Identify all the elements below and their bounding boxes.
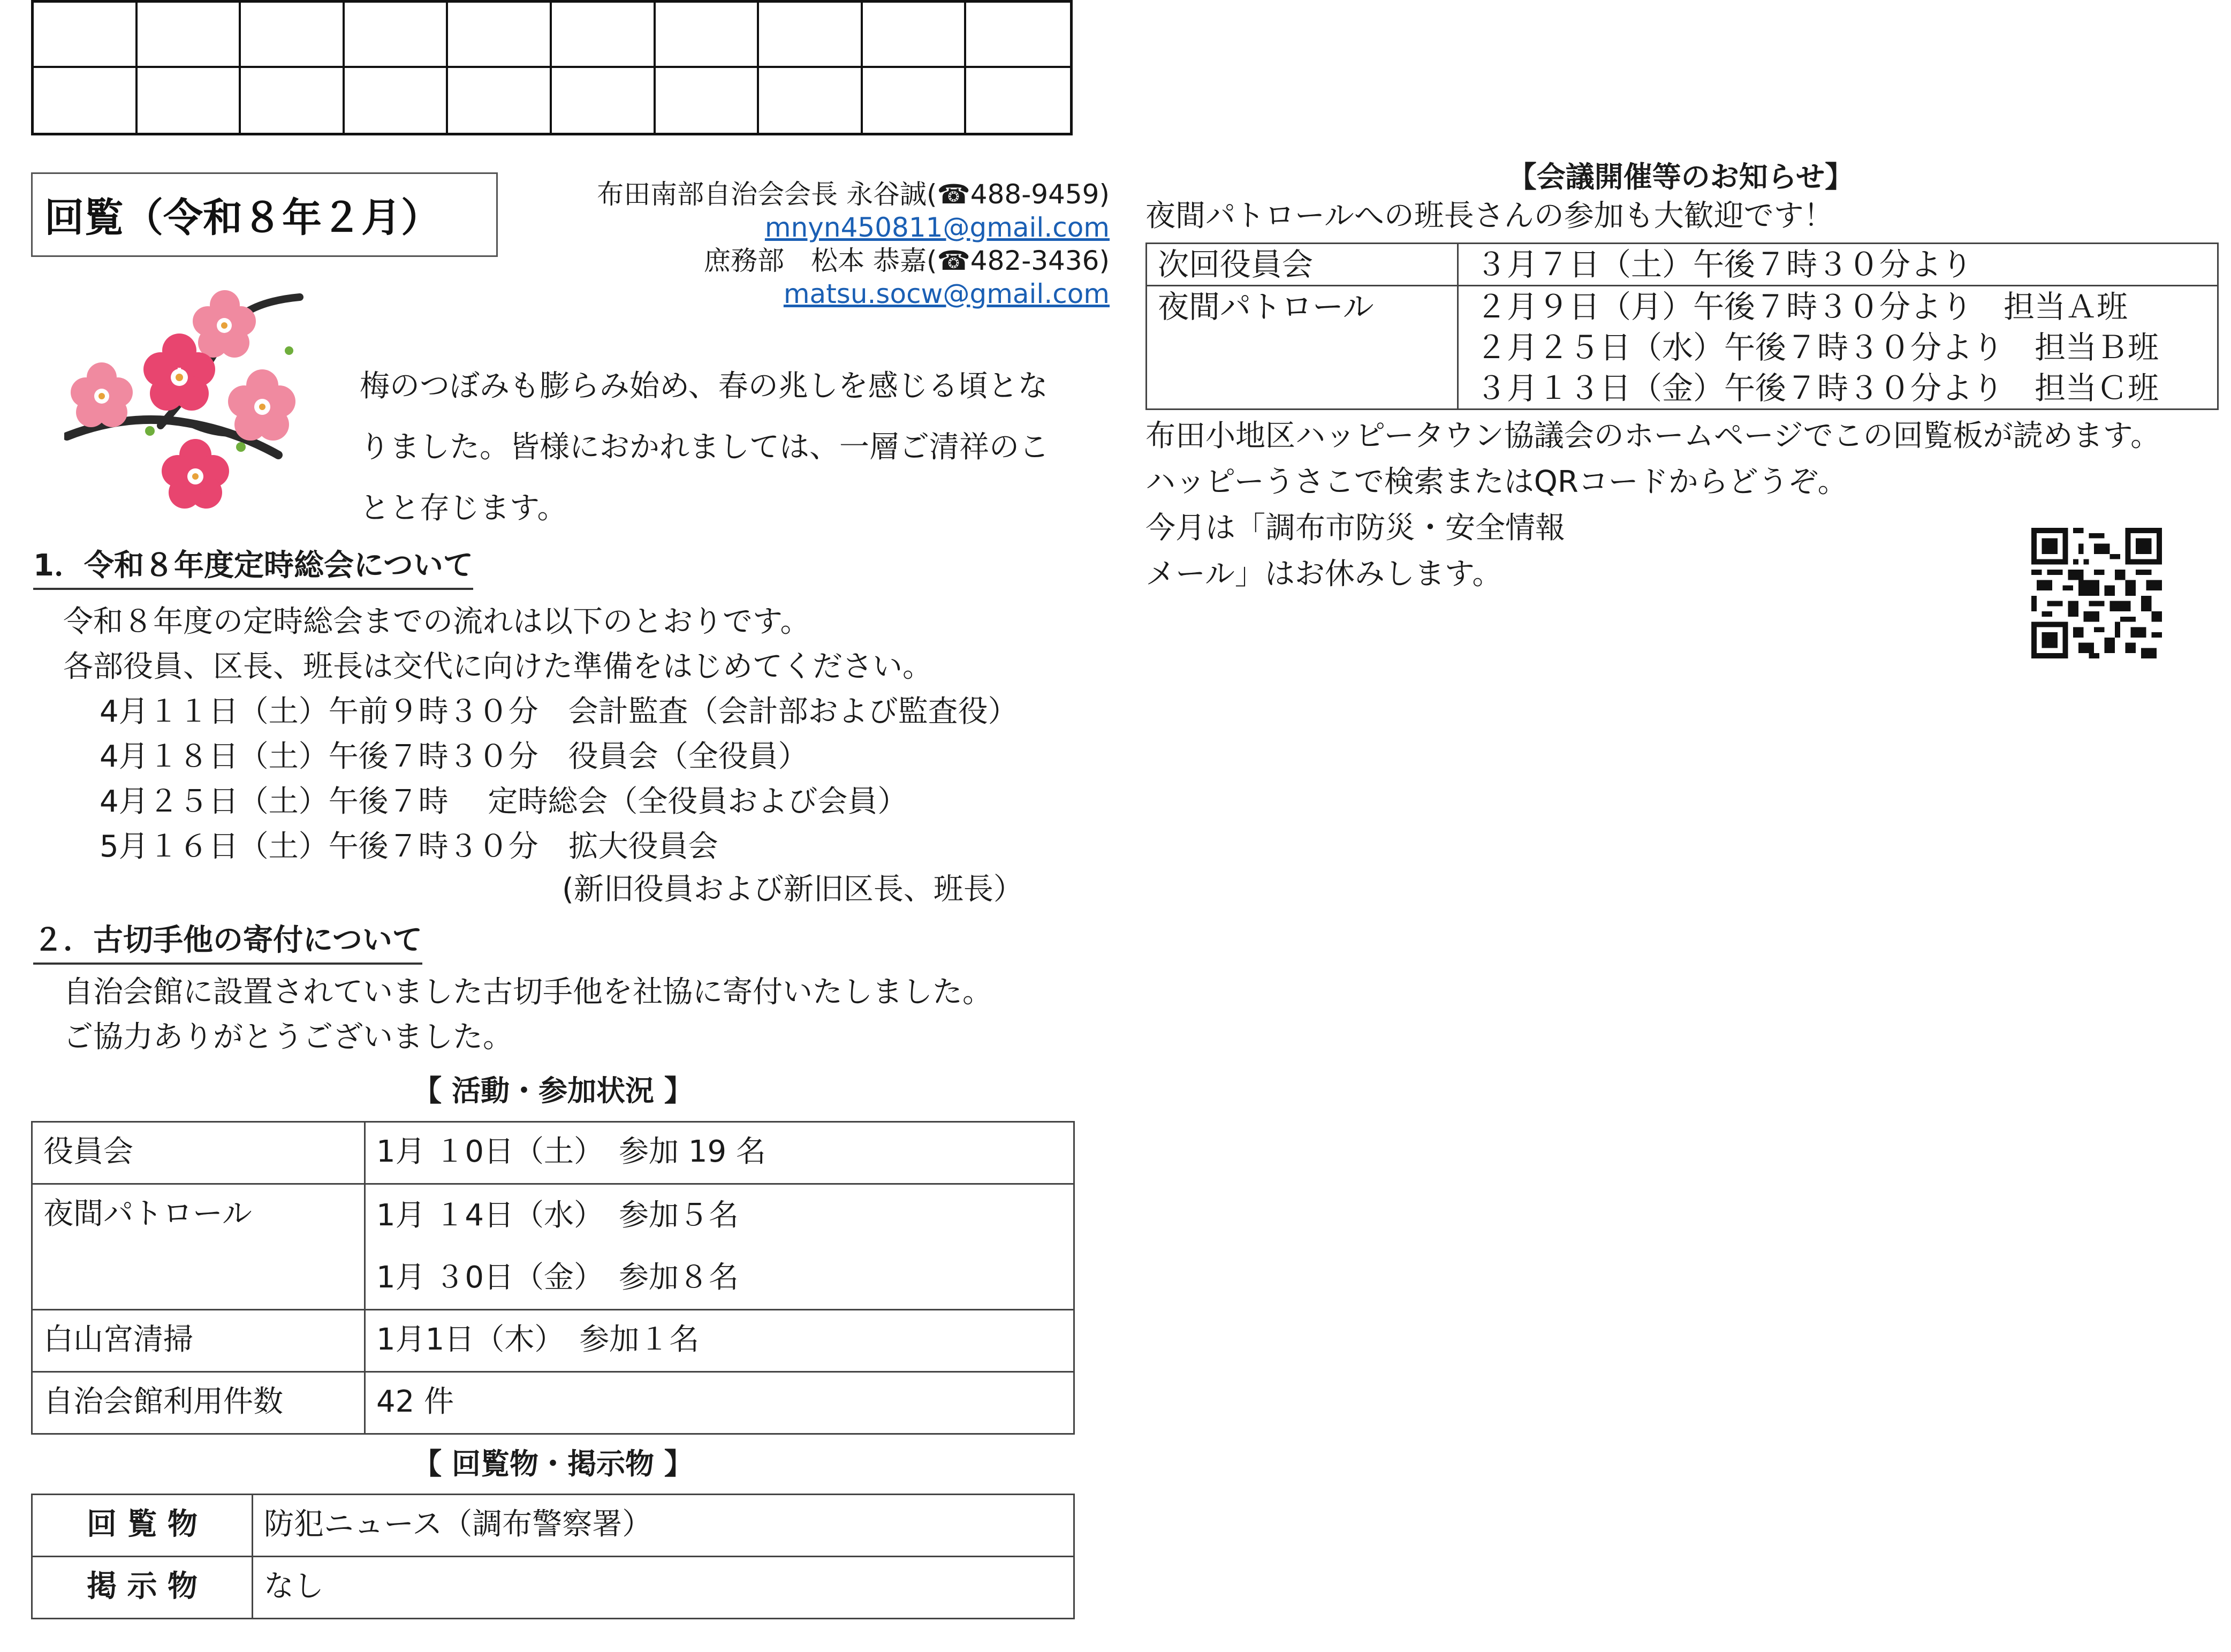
meetings-intro: 夜間パトロールへの班長さんの参加も大歓迎です！ (1145, 199, 1834, 233)
section2-line: 自治会館に設置されていました古切手他を社協に寄付いたしました。 (63, 975, 992, 1010)
activity-value: 1月1日（木） 参加１名 (365, 1310, 1074, 1372)
table-row (1147, 244, 2218, 286)
activity-caption: 【 活動・参加状況 】 (413, 1074, 693, 1108)
circular-label: 掲 示 物 (32, 1557, 253, 1619)
activity-value (365, 1184, 1074, 1310)
circulars-table (31, 1494, 1075, 1619)
stamp-grid (31, 0, 1073, 135)
schedule-item: 5月１６日（土）午後７時３０分 拡大役員会 (100, 829, 718, 864)
contact-line: 布田南部自治会会長 永谷誠(☎488-9459) (597, 179, 1110, 210)
note-line: メール」はお休みします。 (1145, 557, 1502, 592)
activity-label: 夜間パトロール (32, 1184, 365, 1310)
qr-code-icon[interactable] (2031, 528, 2162, 658)
circular-label: 回 覧 物 (32, 1495, 253, 1557)
section1-body (63, 600, 1018, 869)
table-row (1147, 286, 2218, 410)
section1-line: 各部役員、区長、班長は交代に向けた準備をはじめてください。 (63, 649, 932, 684)
schedule-item: 4月１１日（土）午前９時３０分 会計監査（会計部および監査役） (100, 694, 1018, 729)
activity-label: 役員会 (32, 1122, 365, 1184)
meeting-label: 夜間パトロール (1147, 286, 1458, 410)
meeting-value-line: ３月１３日（金）午後７時３０分より 担当Ｃ班 (1476, 370, 2159, 406)
meeting-value (1458, 286, 2218, 410)
circular-value: 防犯ニュース（調布警察署） (253, 1495, 1074, 1557)
notes-block (1145, 413, 2160, 597)
plum-blossom-illustration (64, 270, 316, 522)
activity-value: 42 件 (365, 1372, 1074, 1434)
meeting-value: ３月７日（土）午後７時３０分より (1458, 244, 2218, 286)
note-line: 今月は「調布市防災・安全情報 (1145, 511, 1565, 545)
schedule-item: 4月１８日（土）午後７時３０分 役員会（全役員） (100, 739, 808, 774)
contact-block (597, 178, 1110, 310)
activity-table (31, 1121, 1075, 1435)
table-row (32, 1557, 1074, 1619)
table-row (32, 1122, 1074, 1184)
table-row (32, 1495, 1074, 1557)
contact-email-link[interactable]: mnyn450811@gmail.com (764, 212, 1110, 243)
circular-value: なし (253, 1557, 1074, 1619)
section2-body (63, 970, 992, 1060)
contact-email-link[interactable]: matsu.socw@gmail.com (783, 278, 1110, 309)
table-row (32, 1184, 1074, 1310)
activity-value-line: 1月 １4日（水） 参加５名 (376, 1198, 739, 1233)
meetings-table (1145, 243, 2219, 410)
page-title (31, 172, 498, 257)
section2-line: ご協力ありがとうございました。 (63, 1020, 513, 1055)
section1-schedule (63, 689, 1018, 869)
schedule-item: 4月２５日（土）午後７時 定時総会（全役員および会員） (100, 784, 908, 819)
meeting-value-line: ２月２５日（水）午後７時３０分より 担当Ｂ班 (1476, 329, 2159, 366)
meeting-label: 次回役員会 (1147, 244, 1458, 286)
meeting-value-line: ２月９日（月）午後７時３０分より 担当Ａ班 (1476, 289, 2128, 325)
note-line: ハッピーうさこで検索またはQRコードからどうぞ。 (1145, 465, 1848, 499)
table-row (32, 1372, 1074, 1434)
section1-heading: 1．令和８年度定時総会について (33, 542, 473, 590)
activity-value: 1月 １0日（土） 参加 19 名 (365, 1122, 1074, 1184)
section1-line: 令和８年度の定時総会までの流れは以下のとおりです。 (63, 604, 810, 639)
meetings-caption: 【会議開催等のお知らせ】 (1507, 160, 1854, 194)
circulars-caption: 【 回覧物・掲示物 】 (413, 1447, 693, 1481)
activity-label: 白山宮清掃 (32, 1310, 365, 1372)
note-line: 布田小地区ハッピータウン協議会のホームページでこの回覧板が読めます。 (1145, 419, 2161, 453)
page-title-text: 回覧（令和８年２月） (44, 195, 441, 241)
contact-line: 庶務部 松本 恭嘉(☎482-3436) (704, 245, 1110, 276)
schedule-note: (新旧役員および新旧区長、班長） (562, 872, 1023, 907)
activity-label: 自治会館利用件数 (32, 1372, 365, 1434)
greeting-text: 梅のつぼみも膨らみ始め、春の兆しを感じる頃となりました。皆様におかれましては、一層ご清祥のことと存じます。 (360, 369, 1049, 526)
table-row (32, 1310, 1074, 1372)
activity-value-line: 1月 ３0日（金） 参加８名 (376, 1260, 739, 1295)
section2-heading: ２．古切手他の寄付について (33, 916, 422, 965)
